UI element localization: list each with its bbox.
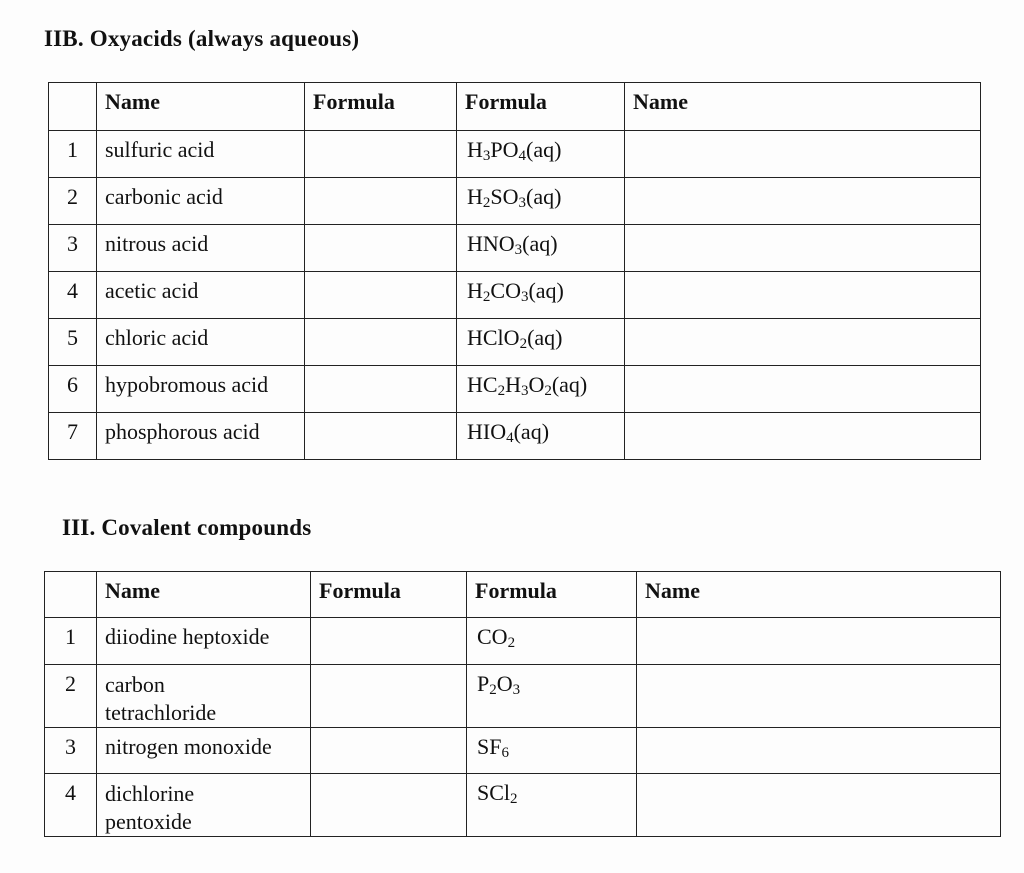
header-name-answer: Name — [625, 83, 981, 131]
row-number: 4 — [45, 774, 97, 837]
header-formula-answer: Formula — [305, 83, 457, 131]
name-answer-cell[interactable] — [625, 319, 981, 366]
formula-answer-cell[interactable] — [305, 131, 457, 178]
row-number: 4 — [49, 272, 97, 319]
header-row — [49, 83, 981, 131]
formula-given: $HC_2H_3O_2(aq)$ — [457, 366, 625, 413]
row-number: 7 — [49, 413, 97, 460]
formula-answer-cell[interactable] — [305, 413, 457, 460]
table-row — [49, 225, 981, 272]
row-number: 3 — [49, 225, 97, 272]
header-num — [45, 572, 97, 618]
covalent-table — [44, 571, 1001, 837]
name-answer-cell[interactable] — [637, 728, 1001, 774]
name-answer-cell[interactable] — [625, 131, 981, 178]
table-row — [49, 319, 981, 366]
row-name: diiodine heptoxide — [97, 618, 311, 665]
row-name: carbon tetrachloride — [97, 665, 311, 728]
table-row — [45, 665, 1001, 728]
header-row — [45, 572, 1001, 618]
formula-answer-cell[interactable] — [305, 319, 457, 366]
table-row — [49, 366, 981, 413]
formula-answer-cell[interactable] — [311, 618, 467, 665]
row-number: 5 — [49, 319, 97, 366]
table-row — [49, 178, 981, 225]
formula-given: $H_2CO_3(aq)$ — [457, 272, 625, 319]
row-name: acetic acid — [97, 272, 305, 319]
formula-answer-cell[interactable] — [311, 665, 467, 728]
formula-given: SCl$_2$ — [467, 774, 637, 837]
table-row — [49, 413, 981, 460]
row-name: nitrogen monoxide — [97, 728, 311, 774]
formula-answer-cell[interactable] — [305, 178, 457, 225]
formula-given: $P_2O_3$ — [467, 665, 637, 728]
formula-given: $H_3PO_4(aq)$ — [457, 131, 625, 178]
table-row — [45, 774, 1001, 837]
header-formula-given: Formula — [467, 572, 637, 618]
formula-answer-cell[interactable] — [305, 272, 457, 319]
row-number: 1 — [49, 131, 97, 178]
name-answer-cell[interactable] — [637, 618, 1001, 665]
table-row — [49, 131, 981, 178]
table-row — [45, 618, 1001, 665]
formula-answer-cell[interactable] — [305, 225, 457, 272]
row-name: dichlorine pentoxide — [97, 774, 311, 837]
table-row — [45, 728, 1001, 774]
formula-given: $H_2SO_3(aq)$ — [457, 178, 625, 225]
formula-given: $HNO_3(aq)$ — [457, 225, 625, 272]
header-num — [49, 83, 97, 131]
formula-answer-cell[interactable] — [305, 366, 457, 413]
header-name-answer: Name — [637, 572, 1001, 618]
row-number: 1 — [45, 618, 97, 665]
table-row — [49, 272, 981, 319]
oxyacids-table — [48, 82, 981, 460]
row-name: sulfuric acid — [97, 131, 305, 178]
name-answer-cell[interactable] — [637, 774, 1001, 837]
name-answer-cell[interactable] — [625, 225, 981, 272]
row-name: nitrous acid — [97, 225, 305, 272]
section-title-oxyacids: IIB. Oxyacids (always aqueous) — [44, 26, 360, 51]
header-formula-given: Formula — [457, 83, 625, 131]
section-title-covalent: III. Covalent compounds — [62, 515, 312, 540]
name-answer-cell[interactable] — [625, 272, 981, 319]
formula-given: HClO$_2$(aq) — [457, 319, 625, 366]
formula-answer-cell[interactable] — [311, 728, 467, 774]
header-formula-answer: Formula — [311, 572, 467, 618]
name-answer-cell[interactable] — [637, 665, 1001, 728]
formula-given: $HIO_4(aq)$ — [457, 413, 625, 460]
formula-given: $CO_2$ — [467, 618, 637, 665]
row-name: carbonic acid — [97, 178, 305, 225]
header-name: Name — [97, 83, 305, 131]
name-answer-cell[interactable] — [625, 366, 981, 413]
row-name: hypobromous acid — [97, 366, 305, 413]
header-name: Name — [97, 572, 311, 618]
row-number: 2 — [45, 665, 97, 728]
formula-given: $SF_6$ — [467, 728, 637, 774]
row-number: 3 — [45, 728, 97, 774]
row-number: 6 — [49, 366, 97, 413]
row-name: chloric acid — [97, 319, 305, 366]
row-number: 2 — [49, 178, 97, 225]
formula-answer-cell[interactable] — [311, 774, 467, 837]
name-answer-cell[interactable] — [625, 178, 981, 225]
row-name: phosphorous acid — [97, 413, 305, 460]
name-answer-cell[interactable] — [625, 413, 981, 460]
